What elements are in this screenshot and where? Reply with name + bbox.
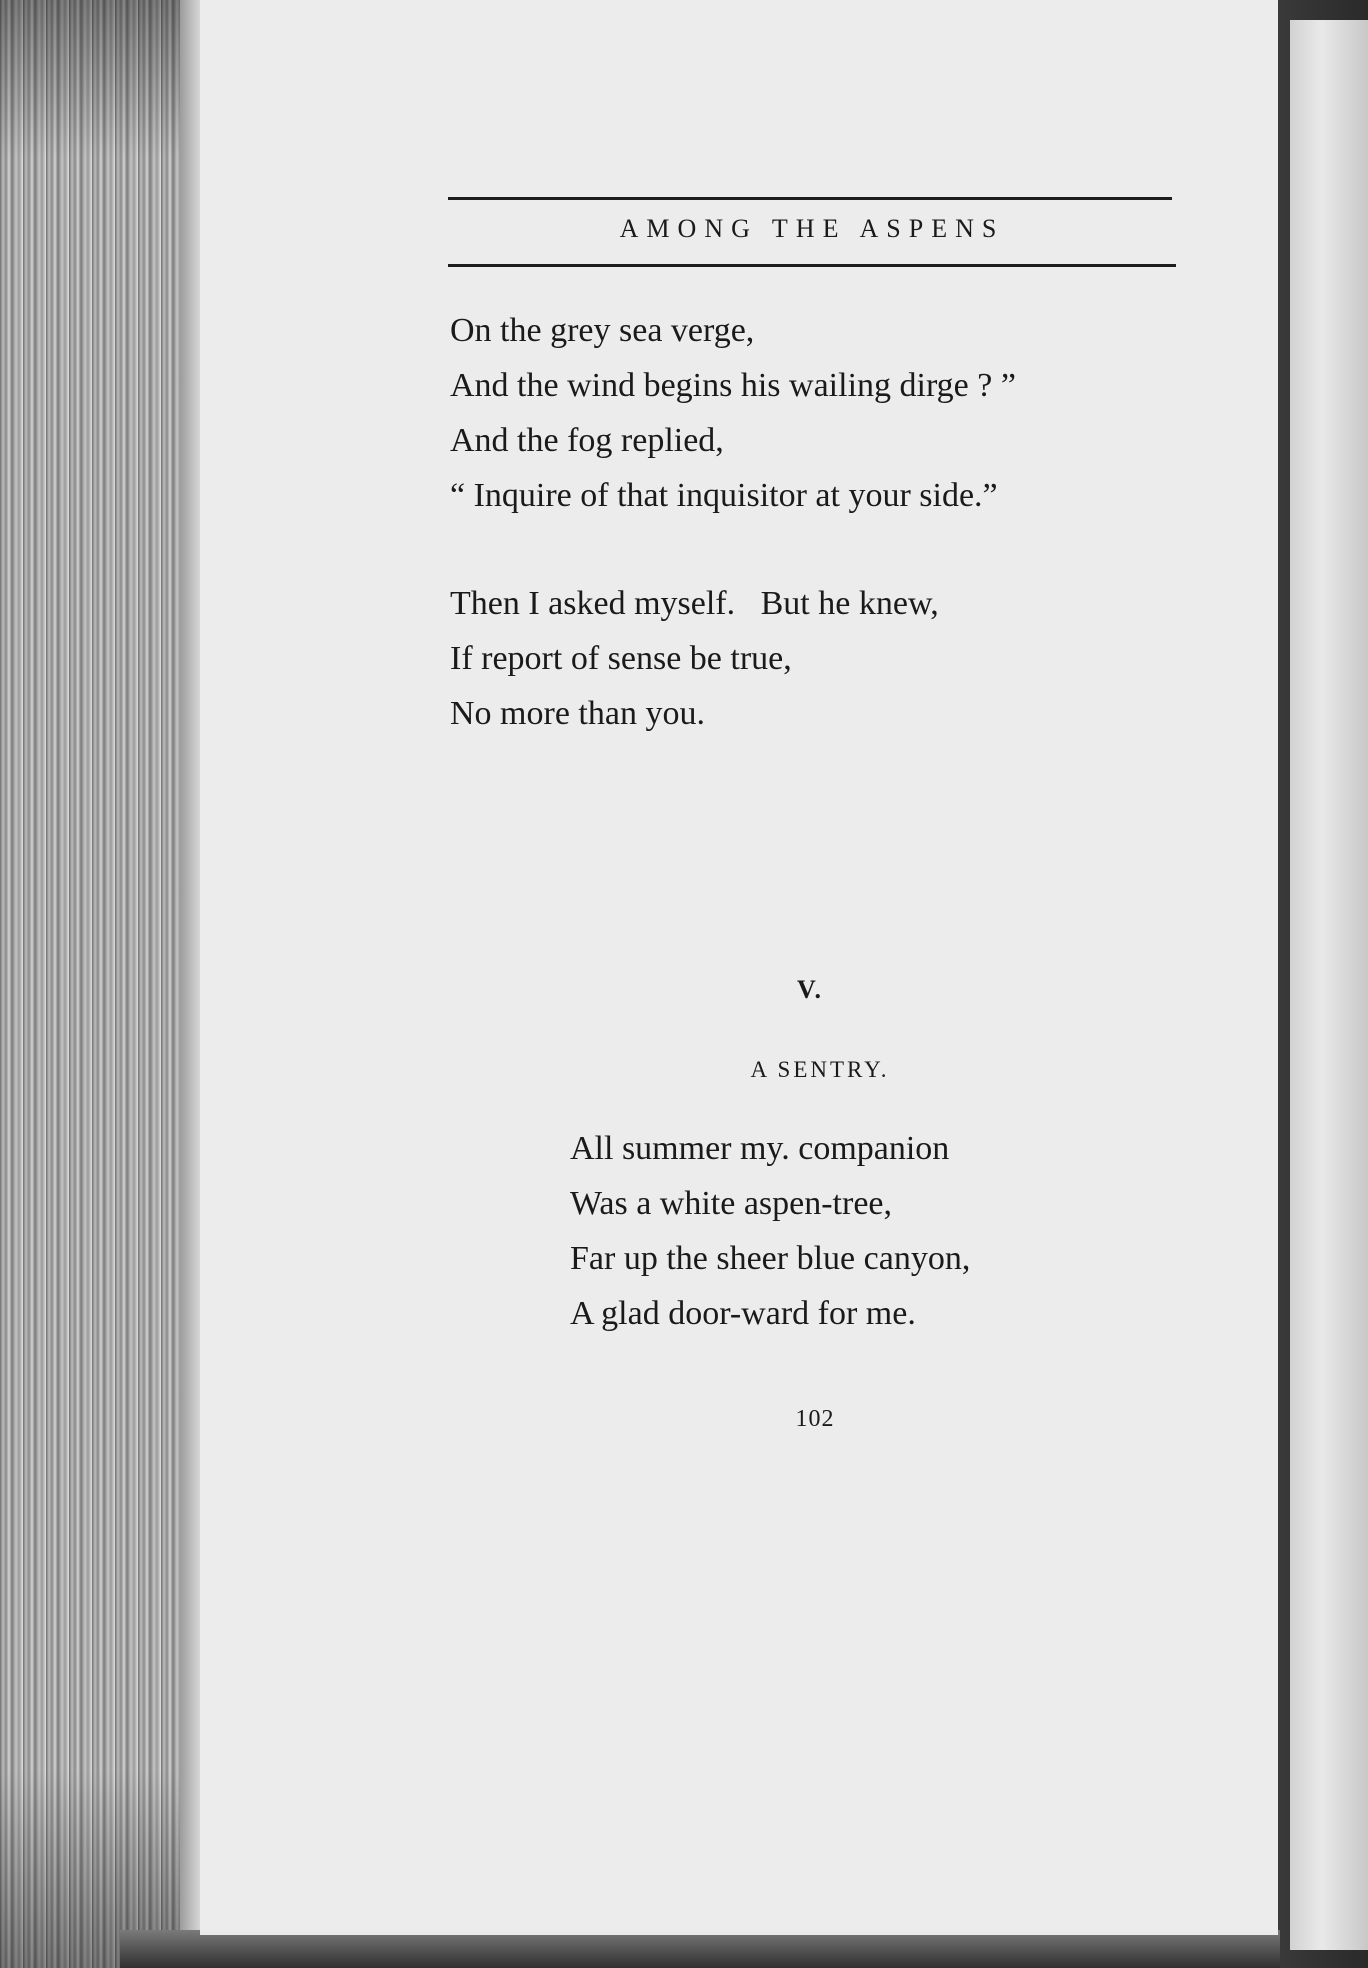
- poem-title: A SENTRY.: [750, 1057, 890, 1082]
- poem-line: Then I asked myself. But he knew,: [450, 585, 939, 622]
- poem-line: If report of sense be true,: [450, 640, 792, 677]
- poem-line: A glad door-ward for me.: [570, 1295, 916, 1332]
- stanza-2: [450, 576, 939, 741]
- section-number: V.: [797, 975, 823, 1004]
- header-rule-bottom: [448, 264, 1176, 267]
- running-head: AMONG THE ASPENS: [619, 214, 1005, 243]
- poem-line: Far up the sheer blue canyon,: [570, 1240, 971, 1277]
- bottom-edge: [120, 1930, 1280, 1968]
- poem-line: All summer my. companion: [570, 1130, 950, 1167]
- poem-line: On the grey sea verge,: [450, 312, 755, 349]
- page-edges-stack: [0, 0, 190, 1968]
- poem-line: No more than you.: [450, 695, 705, 732]
- book-page: [200, 0, 1278, 1935]
- poem-line: “ Inquire of that inquisitor at your side.”: [450, 477, 998, 514]
- stanza-sentry: [570, 1121, 970, 1341]
- facing-page-edge: [1290, 20, 1368, 1950]
- page-number: 102: [795, 1406, 835, 1432]
- poem-line: Was a white aspen-tree,: [570, 1185, 893, 1222]
- poem-line: And the wind begins his wailing dirge ? ”: [450, 367, 1016, 404]
- header-rule-top: [448, 197, 1172, 200]
- poem-line: And the fog replied,: [450, 422, 724, 459]
- stanza-1: [450, 303, 1016, 523]
